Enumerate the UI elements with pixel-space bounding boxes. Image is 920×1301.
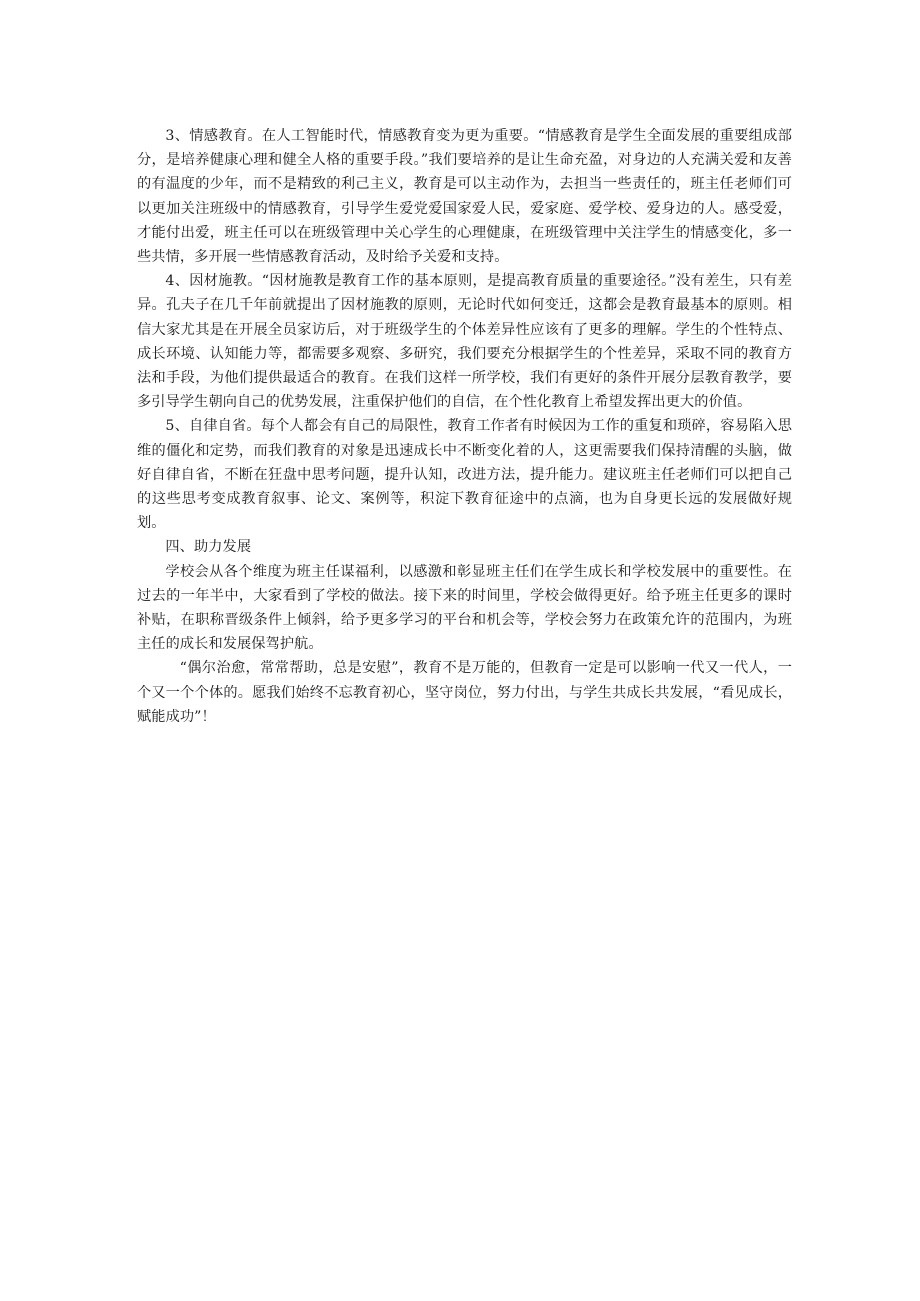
paragraph-self-discipline: 5、自律自省。每个人都会有自己的局限性，教育工作者有时候因为工作的重复和琐碎，容易陷入思维的僵化和定势，而我们教育的对象是迅速成长中不断变化着的人，这更需要我们保持清醒的头脑，做好自律自省，不断在狂盘中思考问题，提升认知，改进方法，提升能力。建议班主任老师们可以把自己的这些思考变成教育叙事、论文、案例等，积淀下教育征途中的点滴，也为自身更长远的发展做好规划。 [137,418,792,532]
paragraph-emotional-education: 3、情感教育。在人工智能时代，情感教育变为更为重要。“情感教育是学生全面发展的重要组成部分，是培养健康心理和健全人格的重要手段。”我们要培养的是让生命充盈，对身边的人充满关爱和友善的有温度的少年，而不是精致的利己主义，教育是可以主动作为，去担当一些责任的，班主任老师们可以更加关注班级中的情感教育，引导学生爱党爱国家爱人民，爱家庭、爱学校、爱身边的人。感受爱，才能付出爱，班主任可以在班级管理中关心学生的心理健康，在班级管理中关注学生的情感变化，多一些共情，多开展一些情感教育活动，及时给予关爱和支持。 [137,128,792,266]
section-heading: 四、助力发展 [165,539,252,556]
paragraph-school-support: 学校会从各个维度为班主任谋福利，以感激和彰显班主任们在学生成长和学校发展中的重要性。在过去的一年半中，大家看到了学校的做法。接下来的时间里，学校会做得更好。给予班主任更多的课时补贴，在职称晋级条件上倾斜，给予更多学习的平台和机会等，学校会努力在政策允许的范围内，为班主任的成长和发展保驾护航。 [137,563,792,653]
paragraph-individualized-teaching: 4、因材施教。“因材施教是教育工作的基本原则，是提高教育质量的重要途径。”没有差生，只有差异。孔夫子在几千年前就提出了因材施教的原则，无论时代如何变迁，这都会是教育最基本的原则。相信大家尤其是在开展全员家访后，对于班级学生的个体差异性应该有了更多的理解。学生的个性特点、成长环境、认知能力等，都需要多观察、多研究，我们要充分根据学生的个性差异，采取不同的教育方法和手段，为他们提供最适合的教育。在我们这样一所学校，我们有更好的条件开展分层教育教学，要多引导学生朝向自己的优势发展，注重保护他们的自信，在个性化教育上希望发挥出更大的价值。 [137,273,792,411]
document-page [137,124,792,729]
paragraph-closing: “偶尔治愈，常常帮助，总是安慰”，教育不是万能的，但教育一定是可以影响一代又一代人，一个又一个个体的。愿我们始终不忘教育初心，坚守岗位，努力付出，与学生共成长共发展，“看见成长，赋能成功”！ [137,660,792,725]
